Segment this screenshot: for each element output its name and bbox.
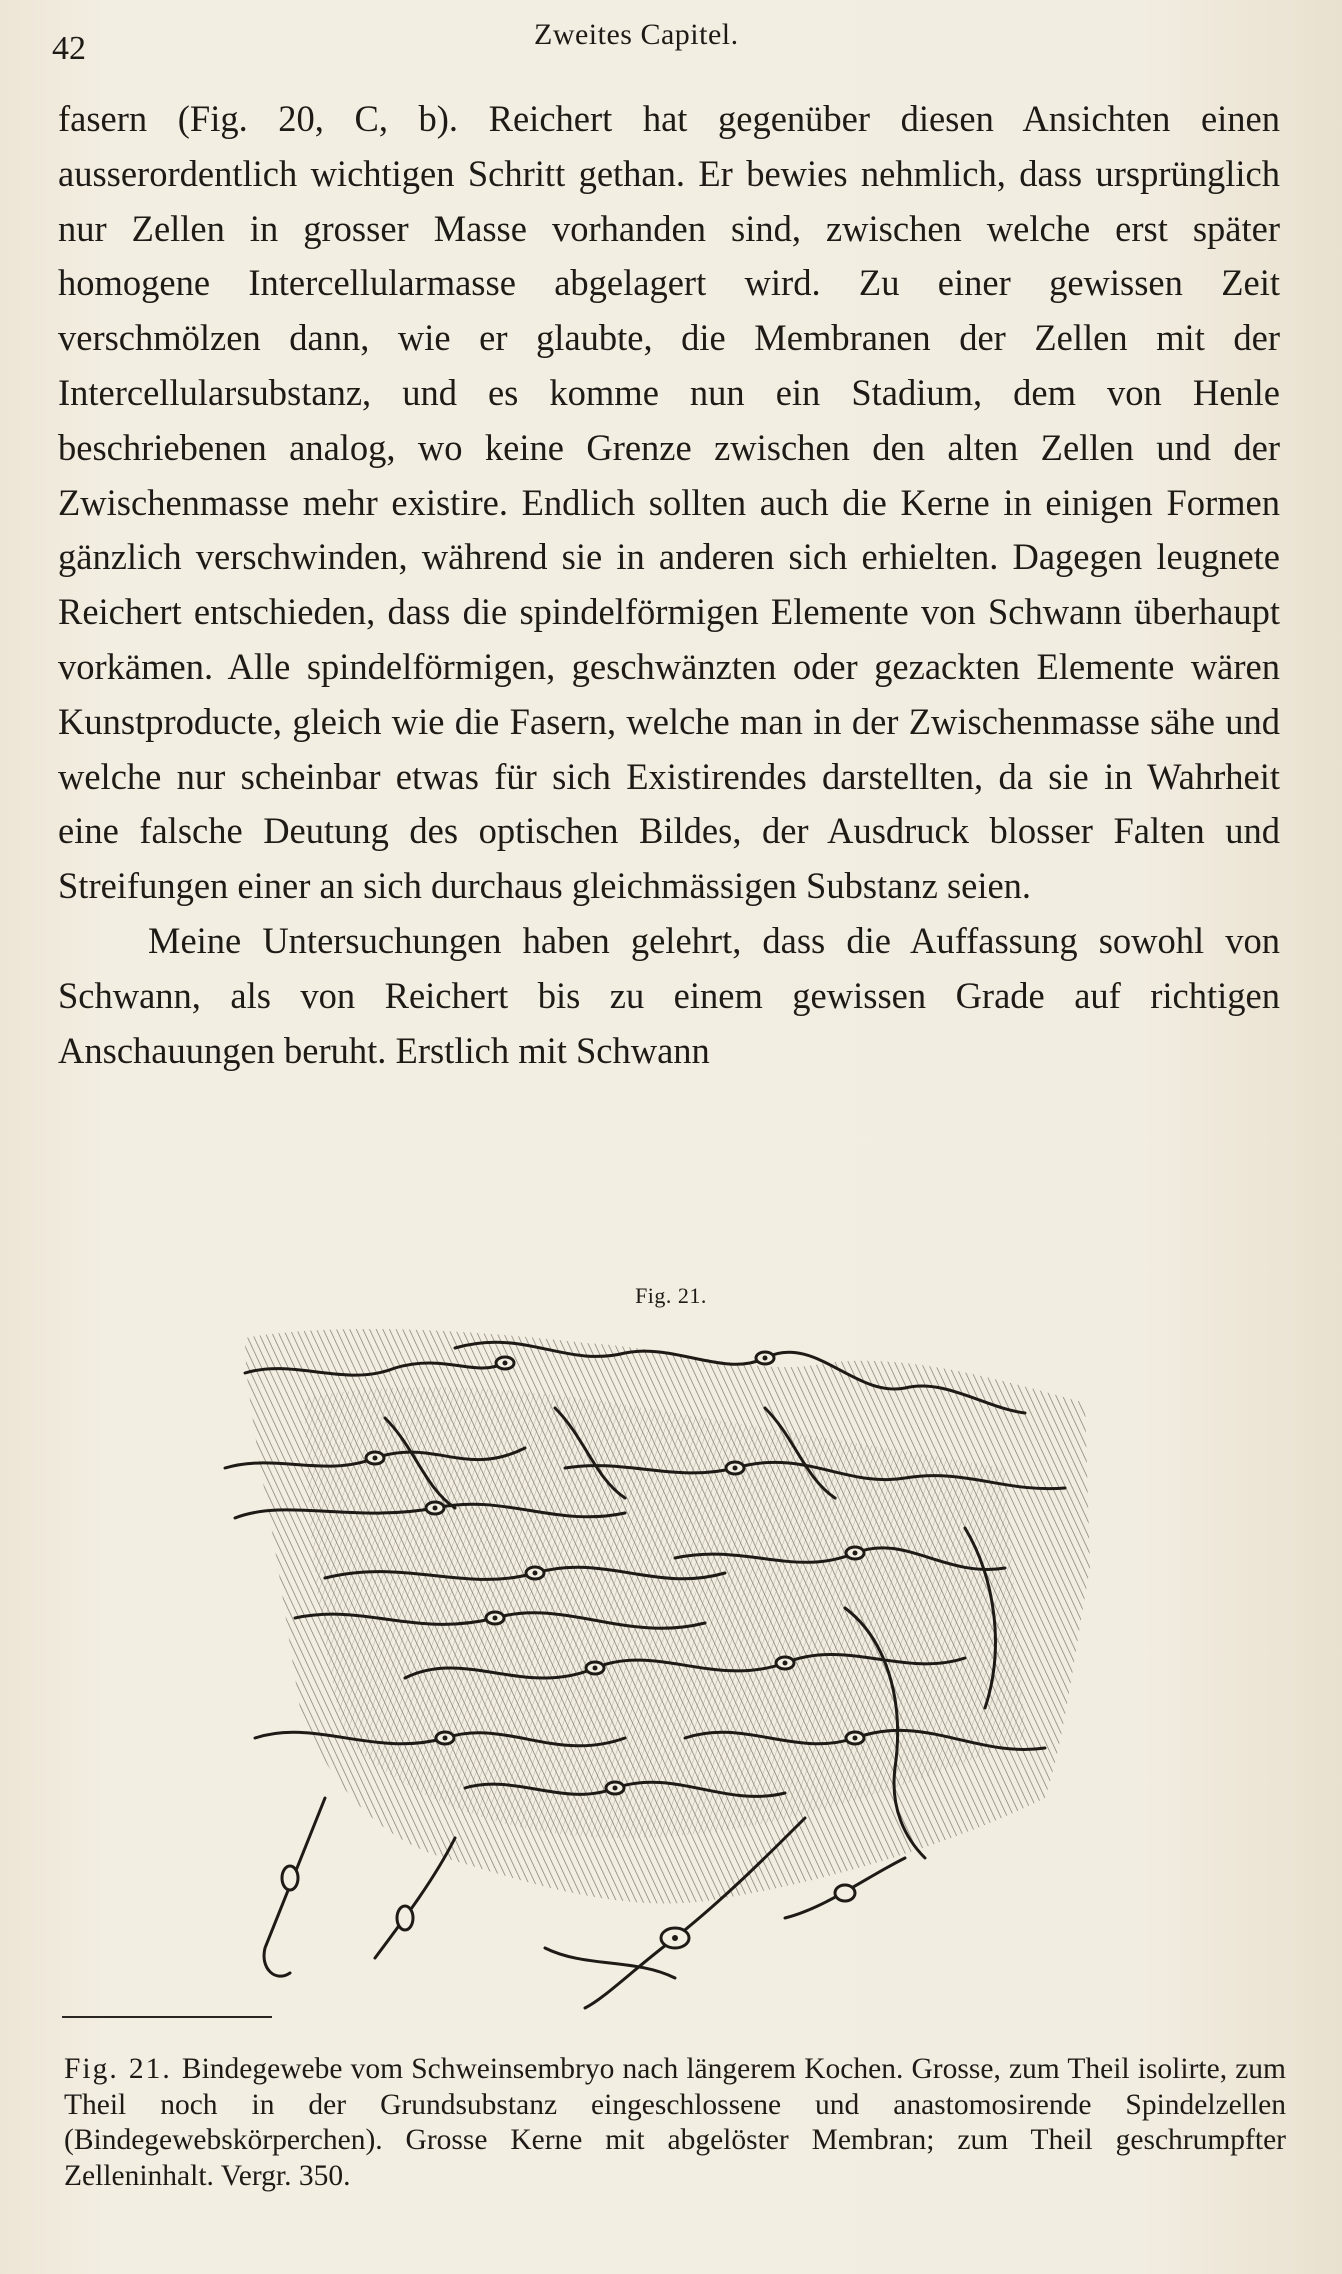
- caption-text: Bindegewebe vom Schweinsembryo nach längerem Kochen. Grosse, zum Theil isolirte, zum Theil noch in der Grundsubstanz eingeschlossene und anastomosirende Spindelzellen (Bindegewebskörperchen). Grosse Kerne mit abgelöster Membran; zum Theil geschrumpfter Zelleninhalt. Vergr. 350.: [64, 2053, 1286, 2192]
- page-number: 42: [52, 30, 86, 67]
- figure-21-illustration: [205, 1318, 1105, 2018]
- footnote-rule: [62, 2016, 272, 2018]
- paragraph-1: fasern (Fig. 20, C, b). Reichert hat gegenüber diesen Ansichten einen ausserordentlich wichtigen Schritt gethan. Er bewies nehmlich, dass ursprünglich nur Zellen in grosser Masse vorhanden sind, zwischen welche erst später homogene Intercellularmasse abgelagert wird. Zu einer gewissen Zeit verschmölzen dann, wie er glaubte, die Membranen der Zellen mit der Intercellularsubstanz, und es komme nun ein Stadium, dem von Henle beschriebenen analog, wo keine Grenze zwischen den alten Zellen und der Zwischenmasse mehr existire. Endlich sollten auch die Kerne in einigen Formen gänzlich verschwinden, während sie in anderen sich erhielten. Dagegen leugnete Reichert entschieden, dass die spindelförmigen Elemente von Schwann überhaupt vorkämen. Alle spindelförmigen, geschwänzten oder gezackten Elemente wären Kunstproducte, gleich wie die Fasern, welche man in der Zwischenmasse sähe und welche nur scheinbar etwas für sich Existirendes darstellten, da sie in Wahrheit eine falsche Deutung des optischen Bildes, der Ausdruck blosser Falten und Streifungen einer an sich durchaus gleichmässigen Substanz seien.: [58, 98, 1280, 907]
- figure-label: Fig. 21.: [635, 1283, 707, 1308]
- figure-caption: [64, 2052, 1286, 2194]
- body-text: [58, 92, 1280, 1078]
- page-header: [52, 18, 1292, 78]
- paragraph-2: Meine Untersuchungen haben gelehrt, dass die Auffassung sowohl von Schwann, als von Reichert bis zu einem gewissen Grade auf richtigen Anschauungen beruht. Erstlich mit Schwann: [58, 919, 1280, 1071]
- running-head: Zweites Capitel.: [534, 18, 739, 51]
- caption-label: Fig. 21.: [64, 2053, 182, 2085]
- connective-tissue-engraving: [205, 1318, 1105, 2018]
